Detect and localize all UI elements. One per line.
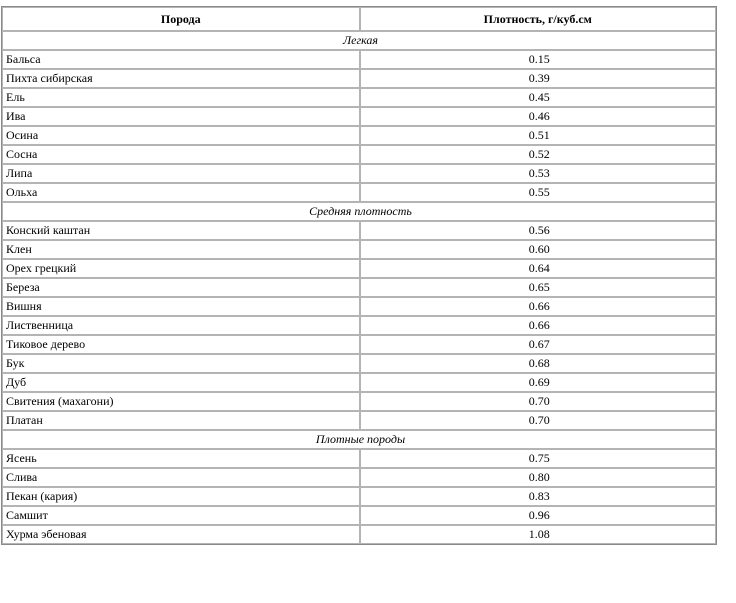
density-cell: 0.53 — [360, 164, 717, 183]
table-row — [2, 392, 716, 411]
group-header-row — [2, 202, 716, 221]
species-cell: Самшит — [2, 506, 360, 525]
density-cell: 0.15 — [360, 50, 717, 69]
density-cell: 0.96 — [360, 506, 717, 525]
table-row — [2, 316, 716, 335]
species-cell: Пекан (кария) — [2, 487, 360, 506]
species-cell: Бук — [2, 354, 360, 373]
table-row — [2, 50, 716, 69]
density-cell: 0.83 — [360, 487, 717, 506]
table-row — [2, 506, 716, 525]
species-cell: Липа — [2, 164, 360, 183]
table-row — [2, 297, 716, 316]
density-cell: 0.52 — [360, 145, 717, 164]
table-row — [2, 107, 716, 126]
density-cell: 0.46 — [360, 107, 717, 126]
species-cell: Конский каштан — [2, 221, 360, 240]
table-body — [2, 31, 716, 544]
table-row — [2, 221, 716, 240]
species-cell: Пихта сибирская — [2, 69, 360, 88]
table-row — [2, 126, 716, 145]
density-cell: 1.08 — [360, 525, 717, 544]
species-cell: Дуб — [2, 373, 360, 392]
density-cell: 0.56 — [360, 221, 717, 240]
species-cell: Хурма эбеновая — [2, 525, 360, 544]
table-row — [2, 373, 716, 392]
species-cell: Вишня — [2, 297, 360, 316]
species-cell: Ольха — [2, 183, 360, 202]
density-cell: 0.45 — [360, 88, 717, 107]
density-cell: 0.64 — [360, 259, 717, 278]
species-cell: Береза — [2, 278, 360, 297]
density-cell: 0.67 — [360, 335, 717, 354]
species-cell: Сосна — [2, 145, 360, 164]
table-row — [2, 164, 716, 183]
table-row — [2, 411, 716, 430]
group-header-row — [2, 430, 716, 449]
species-cell: Ясень — [2, 449, 360, 468]
species-cell: Ива — [2, 107, 360, 126]
table-row — [2, 259, 716, 278]
table-row — [2, 487, 716, 506]
density-cell: 0.80 — [360, 468, 717, 487]
species-cell: Ель — [2, 88, 360, 107]
wood-density-table — [1, 6, 717, 545]
table-row — [2, 145, 716, 164]
density-cell: 0.39 — [360, 69, 717, 88]
species-cell: Клен — [2, 240, 360, 259]
group-header-row — [2, 31, 716, 50]
group-title: Легкая — [2, 31, 716, 50]
density-cell: 0.69 — [360, 373, 717, 392]
table-row — [2, 183, 716, 202]
table-row — [2, 69, 716, 88]
table-row — [2, 525, 716, 544]
species-cell: Осина — [2, 126, 360, 145]
density-cell: 0.55 — [360, 183, 717, 202]
group-title: Средняя плотность — [2, 202, 716, 221]
header-species: Порода — [2, 7, 360, 31]
species-cell: Бальса — [2, 50, 360, 69]
table-row — [2, 240, 716, 259]
species-cell: Орех грецкий — [2, 259, 360, 278]
species-cell: Лиственница — [2, 316, 360, 335]
table-row — [2, 468, 716, 487]
header-density: Плотность, г/куб.см — [360, 7, 717, 31]
density-cell: 0.70 — [360, 411, 717, 430]
table-row — [2, 278, 716, 297]
species-cell: Свитения (махагони) — [2, 392, 360, 411]
table-header-row — [2, 7, 716, 31]
species-cell: Тиковое дерево — [2, 335, 360, 354]
group-title: Плотные породы — [2, 430, 716, 449]
table-row — [2, 449, 716, 468]
species-cell: Платан — [2, 411, 360, 430]
table-row — [2, 88, 716, 107]
density-cell: 0.65 — [360, 278, 717, 297]
table-row — [2, 335, 716, 354]
density-cell: 0.75 — [360, 449, 717, 468]
species-cell: Слива — [2, 468, 360, 487]
density-cell: 0.66 — [360, 316, 717, 335]
density-cell: 0.66 — [360, 297, 717, 316]
table-row — [2, 354, 716, 373]
density-cell: 0.70 — [360, 392, 717, 411]
density-cell: 0.60 — [360, 240, 717, 259]
density-cell: 0.51 — [360, 126, 717, 145]
density-cell: 0.68 — [360, 354, 717, 373]
density-table-container — [1, 6, 717, 545]
